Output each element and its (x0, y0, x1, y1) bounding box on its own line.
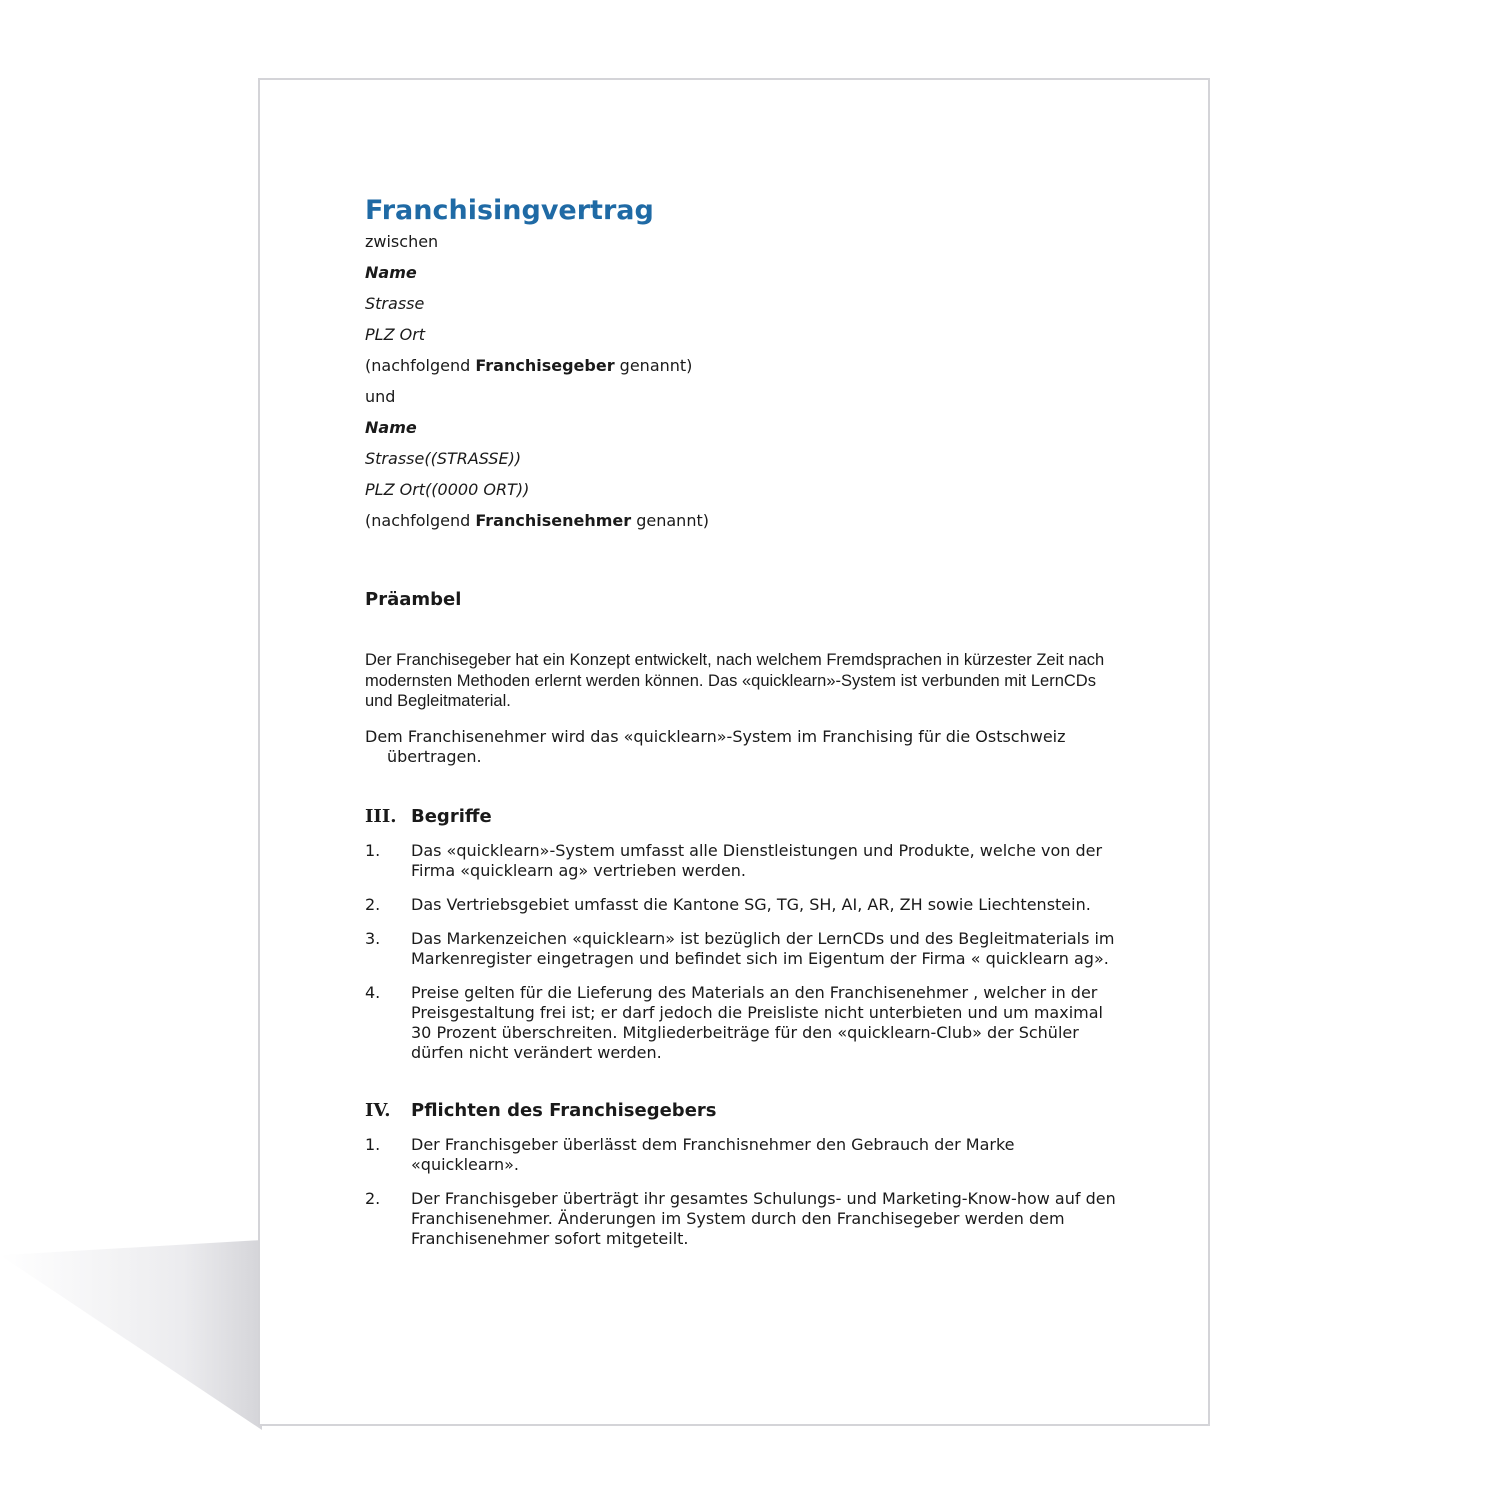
list-item-number: 2. (365, 1188, 381, 1208)
party1-intro: zwischen (365, 232, 439, 251)
section-4-list (365, 1135, 1125, 1249)
party2-city: PLZ Ort((0000 ORT)) (365, 480, 530, 499)
list-item-text: Der Franchisgeber überlässt dem Franchisnehmer den Gebrauch der Marke «quicklearn». (411, 1134, 1015, 1174)
party2-role-prefix: (nachfolgend (365, 511, 476, 530)
list-item-text: Der Franchisgeber überträgt ihr gesamtes Schulungs- und Marketing-Know-how auf den Franchisenehmer. Änderungen im System durch den Franchisegeber werden dem Franchisenehmer sofort mitgeteilt. (411, 1188, 1116, 1248)
preamble-paragraph-1: Der Franchisegeber hat ein Konzept entwickelt, nach welchem Fremdsprachen in kürzester Zeit nach modernsten Methoden erlernt werden können. Das «quicklearn»-System ist verbunden mit LernCDs und Begleitmaterial. (365, 651, 1105, 710)
section-3-title: Begriffe (411, 805, 492, 827)
list-item-text: Das Vertriebsgebiet umfasst die Kantone SG, TG, SH, AI, AR, ZH sowie Liechtenstein. (411, 894, 1091, 914)
section-4-heading (365, 1098, 1125, 1124)
section-3-list (365, 841, 1125, 1063)
list-item-number: 3. (365, 928, 381, 948)
list-item-number: 2. (365, 894, 381, 914)
party1-street: Strasse (365, 294, 425, 313)
party2-name: Name (365, 418, 417, 437)
list-item (365, 983, 1125, 1063)
party1-role-suffix: genannt) (614, 356, 693, 375)
preamble-paragraph-2: Dem Franchisenehmer wird das «quicklearn»-System im Franchising für die Ostschweiz übertragen. (365, 726, 1066, 766)
connector: und (365, 387, 396, 406)
party1-city: PLZ Ort (365, 325, 426, 344)
section-3-number: III. (365, 805, 397, 827)
list-item (365, 1135, 1125, 1175)
list-item-text: Das Markenzeichen «quicklearn» ist bezüglich der LernCDs und des Begleitmaterials im Markenregister eingetragen und befindet sich im Eigentum der Firma « quicklearn ag». (411, 928, 1115, 968)
page-shadow (0, 1240, 262, 1430)
list-item (365, 895, 1125, 915)
document-title: Franchisingvertrag (365, 195, 654, 226)
party2-role: Franchisenehmer (475, 511, 632, 530)
page-content (365, 192, 1125, 1249)
preamble-heading: Präambel (365, 589, 462, 610)
party2-role-line (365, 505, 1125, 536)
party2-street: Strasse((STRASSE)) (365, 449, 522, 468)
list-item-text: Das «quicklearn»-System umfasst alle Dienstleistungen und Produkte, welche von der Firma «quicklearn ag» vertrieben werden. (411, 840, 1103, 880)
party2-role-suffix: genannt) (631, 511, 709, 530)
list-item (365, 929, 1125, 969)
section-3-heading (365, 804, 1125, 830)
list-item (365, 1189, 1125, 1249)
list-item-text: Preise gelten für die Lieferung des Materials an den Franchisenehmer , welcher in der Preisgestaltung frei ist; er darf jedoch die Preisliste nicht unterbieten und um maximal 30 Prozent überschreiten. Mitgliederbeiträge für den «quicklearn-Club» der Schüler dürfen nicht verändert werden. (411, 982, 1103, 1062)
party1-role-line (365, 350, 1125, 381)
party1-role-prefix: (nachfolgend (365, 356, 476, 375)
list-item-number: 1. (365, 840, 381, 860)
list-item (365, 841, 1125, 881)
party1-name: Name (365, 263, 417, 282)
section-4-title: Pflichten des Franchisegebers (411, 1099, 717, 1121)
document-page (258, 78, 1210, 1426)
section-4-number: IV. (365, 1099, 391, 1121)
list-item-number: 1. (365, 1134, 381, 1154)
list-item-number: 4. (365, 982, 381, 1002)
party1-role: Franchisegeber (475, 356, 615, 375)
